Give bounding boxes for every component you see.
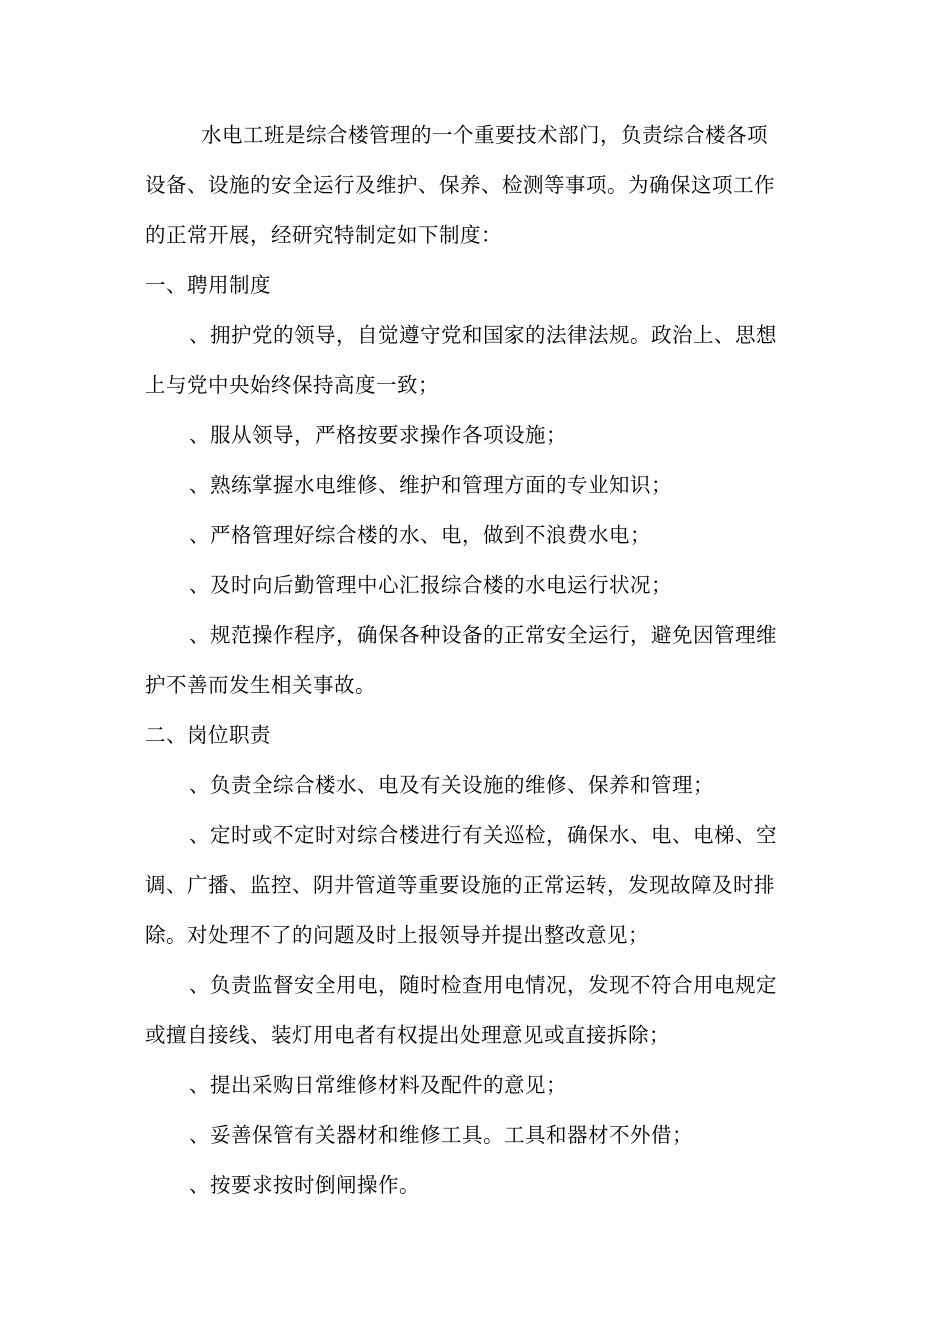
intro-line: 设备、设施的安全运行及维护、保养、检测等事项。为确保这项工作 (145, 173, 775, 197)
duty-line: 调、广播、监控、阴井管道等重要设施的正常运转，发现故障及时排 (145, 873, 775, 897)
duty-line: 、提出采购日常维修材料及配件的意见； (189, 1073, 567, 1097)
duty-line: 、妥善保管有关器材和维修工具。工具和器材不外借； (189, 1123, 693, 1147)
hiring-rule-item (145, 310, 810, 410)
duty-line: 、按要求按时倒闸操作。 (189, 1173, 420, 1197)
document-body (145, 110, 810, 1210)
duty-line: 、负责全综合楼水、电及有关设施的维修、保养和管理； (189, 773, 714, 797)
duty-item (145, 1110, 810, 1160)
intro-line: 水电工班是综合楼管理的一个重要技术部门，负责综合楼各项 (201, 123, 768, 147)
rule-line: 、规范操作程序，确保各种设备的正常安全运行，避免因管理维 (189, 623, 777, 647)
rule-line: 上与党中央始终保持高度一致； (145, 373, 439, 397)
rule-line: 、及时向后勤管理中心汇报综合楼的水电运行状况； (189, 573, 672, 597)
duty-item (145, 1160, 810, 1210)
duty-line: 、负责监督安全用电，随时检查用电情况，发现不符合用电规定 (189, 973, 777, 997)
hiring-rule-item (145, 460, 810, 510)
duty-item (145, 960, 810, 1060)
duty-line: 除。对处理不了的问题及时上报领导并提出整改意见； (145, 923, 649, 947)
hiring-rule-item (145, 560, 810, 610)
duty-item (145, 760, 810, 810)
rule-line: 护不善而发生相关事故。 (145, 673, 376, 697)
hiring-rule-item (145, 510, 810, 560)
duty-item (145, 810, 810, 960)
section-heading-hiring: 一、聘用制度 (145, 273, 271, 297)
intro-line: 的正常开展，经研究特制定如下制度： (145, 223, 502, 247)
rule-line: 、服从领导，严格按要求操作各项设施； (189, 423, 567, 447)
rule-line: 、熟练掌握水电维修、维护和管理方面的专业知识； (189, 473, 672, 497)
hiring-rule-item (145, 410, 810, 460)
intro-paragraph (145, 110, 810, 260)
section-heading-duties: 二、岗位职责 (145, 723, 271, 747)
duty-line: 或擅自接线、装灯用电者有权提出处理意见或直接拆除； (145, 1023, 670, 1047)
duty-line: 、定时或不定时对综合楼进行有关巡检，确保水、电、电梯、空 (189, 823, 777, 847)
rule-line: 、拥护党的领导，自觉遵守党和国家的法律法规。政治上、思想 (189, 323, 777, 347)
duty-item (145, 1060, 810, 1110)
hiring-rule-item (145, 610, 810, 710)
rule-line: 、严格管理好综合楼的水、电，做到不浪费水电； (189, 523, 651, 547)
